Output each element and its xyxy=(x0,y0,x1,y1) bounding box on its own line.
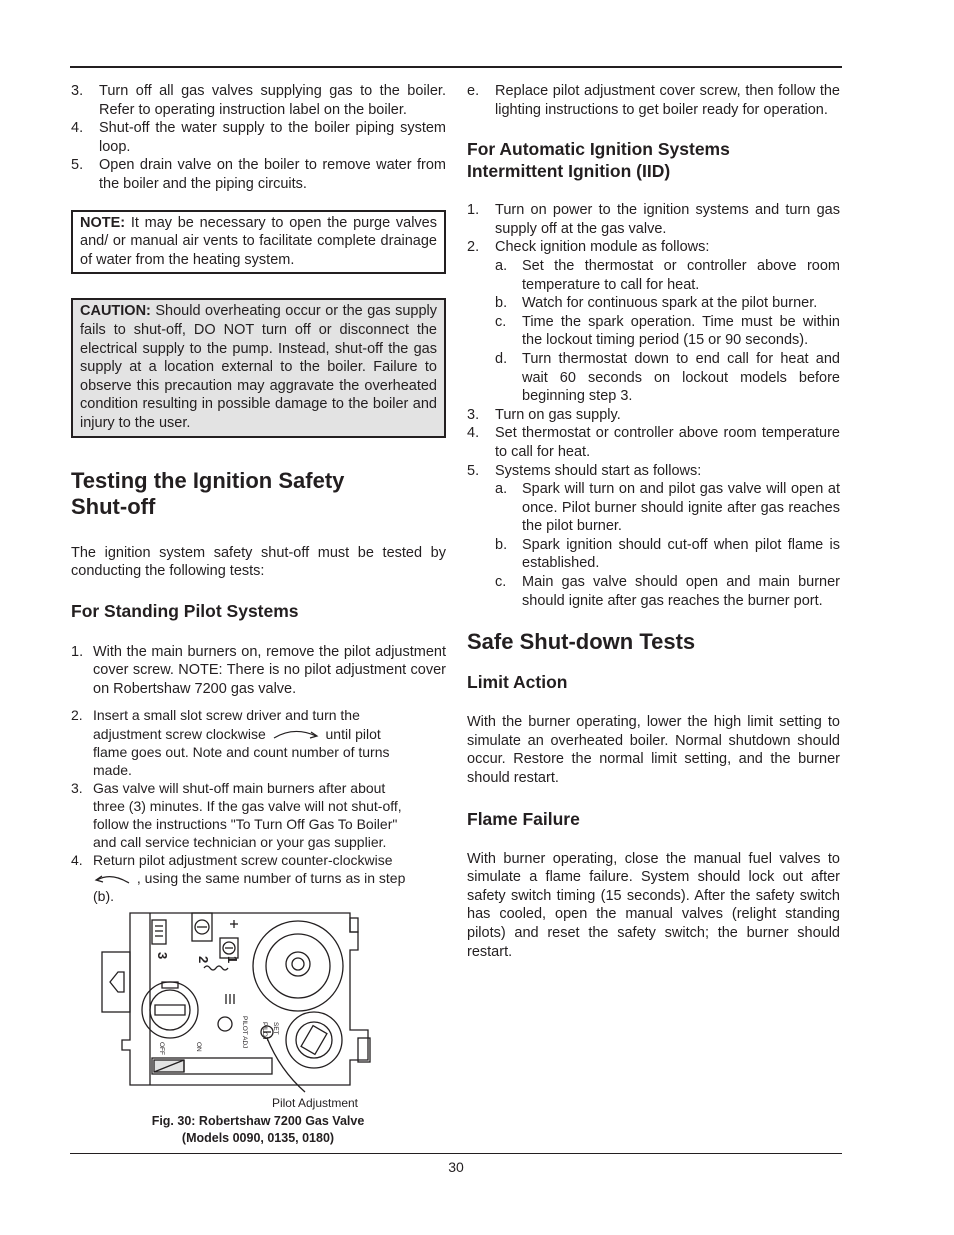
list-item xyxy=(467,82,840,119)
list-number: 4. xyxy=(71,120,84,137)
list-text: Gas valve will shut-off main burners after about three (3) minutes. If the gas valve will not shut-off, follow the instructions "To Turn Off Gas To Boiler" and call service technician or your gas supplier. xyxy=(93,779,402,851)
list-text: Turn off all gas valves supplying gas to the boiler. Refer to operating instruction label on the boiler. xyxy=(99,83,446,118)
list-item xyxy=(495,480,840,536)
figure-label-2: 2 xyxy=(196,956,211,964)
limit-action-text: With the burner operating, lower the high limit setting to simulate an overheated boiler. Normal shutdown should occur. Restore the normal limit setting, and the burner should restart. xyxy=(467,714,840,787)
figure-label-off: OFF xyxy=(158,1042,165,1055)
figure-label-3: 3 xyxy=(155,952,170,960)
list-item xyxy=(71,851,406,905)
standing-steps xyxy=(71,706,406,905)
list-number: d. xyxy=(495,350,508,367)
list-number: 5. xyxy=(467,462,480,479)
list-text: Watch for continuous spark at the pilot burner. xyxy=(522,295,818,312)
clockwise-arrow-icon xyxy=(270,728,322,742)
step-text: , using the same number of turns as in step (b). xyxy=(93,870,406,905)
list-item xyxy=(71,706,406,778)
list-number: 3. xyxy=(71,83,84,99)
list-number: 3. xyxy=(467,406,480,423)
list-item xyxy=(495,294,840,313)
standing-pilot-heading: For Standing Pilot Systems xyxy=(71,600,299,621)
gas-valve-figure xyxy=(100,910,400,1100)
list-text: Shut-off the water supply to the boiler piping system loop. xyxy=(99,120,446,155)
list-text: Replace pilot adjustment cover screw, then follow the lighting instructions to get boiler ready for operation. xyxy=(495,83,840,118)
start-substeps xyxy=(495,480,840,610)
list-number: 3. xyxy=(71,779,83,796)
limit-action-heading: Limit Action xyxy=(467,672,568,693)
list-number: a. xyxy=(495,257,508,274)
list-item xyxy=(495,573,840,610)
testing-intro: The ignition system safety shut-off must be tested by conducting the following tests: xyxy=(71,544,446,580)
list-number: c. xyxy=(495,313,507,330)
list-text xyxy=(93,851,406,905)
list-text: Spark ignition should cut-off when pilot flame is established. xyxy=(522,536,840,572)
figure-label-pilot: PILOT xyxy=(261,1022,268,1041)
list-item xyxy=(495,350,840,406)
figure-caption xyxy=(88,1113,428,1147)
top-rule xyxy=(70,66,842,68)
list-number: 2. xyxy=(467,239,480,256)
list-text: Turn on power to the ignition systems and turn gas supply off at the gas valve. xyxy=(495,202,840,237)
left-column xyxy=(71,82,446,906)
flame-failure-text: With burner operating, close the manual fuel valves to simulate a flame failure. System should lock out after safety switch timing (15 seconds). After the safety switch has cooled, open the manual valves (relight standing pilots) and reset the safety switch; the burner should restart. xyxy=(467,850,840,960)
heading-line: Shut-off xyxy=(71,493,156,519)
figure-label-on: ON xyxy=(195,1042,202,1052)
list-item xyxy=(71,156,446,193)
heading-line: Intermittent Ignition (IID) xyxy=(467,161,671,182)
note-label: NOTE: xyxy=(80,214,126,231)
list-number: 5. xyxy=(71,157,84,174)
testing-heading xyxy=(71,468,446,520)
step-text: Return pilot adjustment screw counter-clockwise xyxy=(93,852,393,869)
list-item xyxy=(467,462,840,481)
list-number: b. xyxy=(495,536,508,553)
list-text: Turn thermostat down to end call for heat and wait 60 seconds on lockout models before beginning step 3. xyxy=(522,350,840,405)
caution-label: CAUTION: xyxy=(80,303,151,320)
safe-shutdown-heading: Safe Shut-down Tests xyxy=(467,629,696,655)
flame-failure-heading: Flame Failure xyxy=(467,808,580,829)
list-item xyxy=(467,238,840,257)
list-text: Time the spark operation. Time must be within the lockout timing period (15 or 90 seconds). xyxy=(522,313,840,349)
auto-steps xyxy=(467,201,840,610)
list-text: Set the thermostat or controller above room temperature to call for heat. xyxy=(522,257,840,293)
list-item xyxy=(71,779,406,851)
right-column xyxy=(467,82,840,961)
list-text: Systems should start as follows: xyxy=(495,462,702,479)
list-item xyxy=(71,643,446,699)
list-text: Check ignition module as follows: xyxy=(495,239,710,256)
step-text: until pilot flame goes out. Note and count number of turns made. xyxy=(93,725,390,778)
figure-label-pilot-adj: PILOT ADJ xyxy=(241,1016,248,1049)
list-number: c. xyxy=(495,574,507,591)
list-item xyxy=(495,257,840,294)
list-text: With the main burners on, remove the pilot adjustment cover screw. NOTE: There is no pilot adjustment cover on Robertshaw 7200 gas valve. xyxy=(93,643,446,697)
auto-substeps xyxy=(495,257,840,406)
list-item xyxy=(467,406,840,425)
list-number: e. xyxy=(467,83,480,99)
page-number: 30 xyxy=(448,1159,464,1175)
list-number: b. xyxy=(495,295,508,312)
step-text: Insert a small slot screw driver and turn the adjustment screw clockwise xyxy=(93,707,360,742)
list-text: Turn on gas supply. xyxy=(495,406,621,423)
list-item xyxy=(467,424,840,461)
list-text: Open drain valve on the boiler to remove water from the boiler and the piping circuits. xyxy=(99,157,446,192)
figure-callout: Pilot Adjustment xyxy=(271,1096,359,1110)
auto-ignition-heading xyxy=(467,138,840,182)
heading-line: For Automatic Ignition Systems xyxy=(467,139,730,160)
list-number: 1. xyxy=(71,643,84,660)
caution-box xyxy=(71,298,446,437)
list-number: 4. xyxy=(467,425,480,442)
list-text: Set thermostat or controller above room temperature to call for heat. xyxy=(495,425,840,460)
list-item xyxy=(71,82,446,119)
list-item xyxy=(467,201,840,238)
bottom-rule xyxy=(70,1153,842,1154)
caption-line: Fig. 30: Robertshaw 7200 Gas Valve xyxy=(151,1114,365,1128)
list-number: a. xyxy=(495,481,508,498)
heading-line: Testing the Ignition Safety xyxy=(71,467,345,493)
list-text xyxy=(93,706,406,778)
list-item xyxy=(495,313,840,350)
list-item xyxy=(71,119,446,156)
note-text: It may be necessary to open the purge valves and/ or manual air vents to facilitate complete drainage of water from the heating system. xyxy=(80,214,437,268)
note-box xyxy=(71,210,446,275)
list-text: Main gas valve should open and main burner should ignite after gas reaches the burner port. xyxy=(522,574,840,609)
list-number: 2. xyxy=(71,707,83,724)
gas-valve-drawing xyxy=(100,910,400,1100)
caption-line: (Models 0090, 0135, 0180) xyxy=(181,1131,335,1145)
list-item xyxy=(495,536,840,573)
caution-text: Should overheating occur or the gas supply fails to shut-off, DO NOT turn off or disconnect the electrical supply to the pump. Instead, shut-off the gas supply at a location external to the boiler. Failure to observe this precaution may aggravate the overheated condition resulting in possible damage to the boiler and injury to the user. xyxy=(80,303,437,431)
list-number: 4. xyxy=(71,852,83,869)
list-number: 1. xyxy=(467,202,480,219)
figure-label-1: 1 xyxy=(225,956,240,964)
counterclockwise-arrow-icon xyxy=(93,873,133,887)
list-text: Spark will turn on and pilot gas valve will open at once. Pilot burner should ignite after gas reaches the pilot burner. xyxy=(522,481,840,535)
figure-label-set: SET xyxy=(272,1022,279,1035)
